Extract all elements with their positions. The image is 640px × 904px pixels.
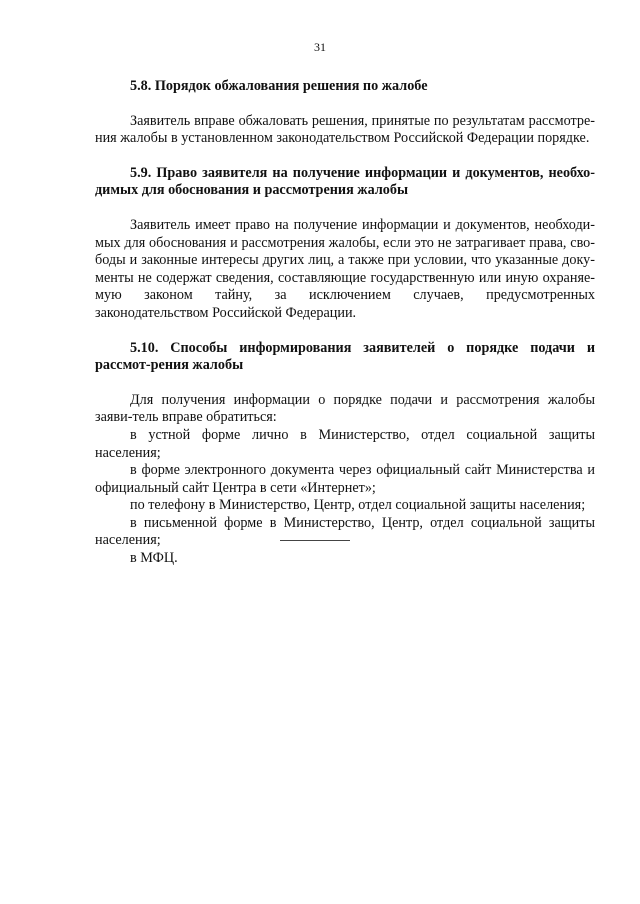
end-divider [280,540,350,541]
section-paragraph: Заявитель вправе обжаловать решения, принятые по результатам рассмотре-ния жалобы в установленном законодательством Российской Федерации порядке. [95,112,595,147]
section-heading-5-9: 5.9. Право заявителя на получение информации и документов, необхо-димых для обоснования и рассмотрения жалобы [95,164,595,199]
page-number: 31 [314,40,326,54]
list-item: в письменной форме в Министерство, Центр, отдел социальной защиты населения; [95,514,595,549]
document-body [95,78,595,568]
list-item: в форме электронного документа через официальный сайт Министерства и официальный сайт Центра в сети «Интернет»; [95,462,595,496]
list-item: в МФЦ. [130,550,178,567]
section-paragraph: Заявитель имеет право на получение информации и документов, необходи-мых для обоснования и рассмотрения жалобы, если это не затрагивает права, сво-боды и законные интересы других лиц, а также при условии, что указанные доку-менты не содержат сведения, составляющие государственную или иную охраняе-мую законом тайну, за исключением случаев, предусмотренных законодательством Российской Федерации. [95,216,595,321]
list-item: в устной форме лично в Министерство, отдел социальной защиты населения; [95,426,595,461]
section-heading-5-8: 5.8. Порядок обжалования решения по жалобе [130,78,428,94]
section-paragraph: Для получения информации о порядке подачи и рассмотрения жалобы заяви-тель вправе обратиться: [95,391,595,426]
section-heading-5-10: 5.10. Способы информирования заявителей о порядке подачи и рассмот-рения жалобы [95,339,595,374]
list-item: по телефону в Министерство, Центр, отдел социальной защиты населения; [130,497,586,514]
